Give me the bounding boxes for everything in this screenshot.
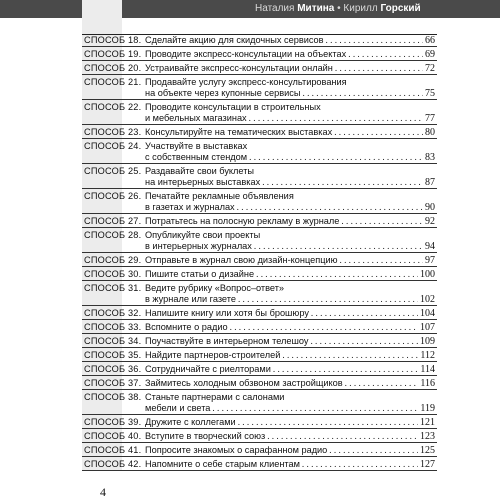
toc-entry-page: 97 bbox=[425, 255, 435, 266]
toc-entry bbox=[82, 267, 437, 281]
toc-entry-page: 119 bbox=[420, 402, 435, 414]
toc-entry bbox=[82, 281, 437, 306]
toc-entry-page: 90 bbox=[425, 201, 435, 213]
toc-entry-title: Напишите книгу или хотя бы брошюру bbox=[145, 308, 309, 318]
toc-entry bbox=[82, 390, 437, 415]
toc-entry-label: СПОСОБ 25. bbox=[84, 166, 142, 176]
toc-entry-label: СПОСОБ 35. bbox=[84, 350, 142, 360]
toc-entry-page: 77 bbox=[425, 112, 435, 124]
toc-entry-page: 66 bbox=[425, 35, 435, 46]
toc-entry bbox=[82, 61, 437, 75]
toc-entry-title-continued: в газетах и журналах bbox=[145, 201, 235, 212]
toc-entry-page: 87 bbox=[425, 176, 435, 188]
toc-entry-page: 83 bbox=[425, 151, 435, 163]
toc-entry bbox=[82, 33, 437, 47]
toc-entry bbox=[82, 125, 437, 139]
toc-entry-title: Вступите в творческий союз bbox=[145, 431, 266, 441]
toc-entry-page: 114 bbox=[420, 364, 435, 375]
toc-entry-title: Устраивайте экспресс-консультации онлайн bbox=[145, 63, 333, 73]
toc-entry-title-continued: на объекте через купонные сервисы bbox=[145, 87, 301, 98]
dot-leader bbox=[302, 88, 423, 99]
toc-entry bbox=[82, 320, 437, 334]
toc-entry bbox=[82, 75, 437, 100]
toc-entry bbox=[82, 139, 437, 164]
dot-leader bbox=[335, 63, 423, 74]
table-of-contents bbox=[82, 33, 437, 471]
toc-entry-title: Пишите статьи о дизайне bbox=[145, 269, 255, 279]
toc-entry-title: Дружите с коллегами bbox=[145, 417, 236, 427]
toc-entry bbox=[82, 214, 437, 228]
toc-entry-page: 100 bbox=[420, 269, 435, 280]
toc-entry-page: 104 bbox=[420, 308, 435, 319]
toc-entry bbox=[82, 362, 437, 376]
toc-entry-page: 121 bbox=[420, 417, 435, 428]
toc-entry-label: СПОСОБ 36. bbox=[84, 364, 142, 374]
dot-leader bbox=[230, 322, 418, 333]
toc-entry-label: СПОСОБ 22. bbox=[84, 102, 142, 112]
toc-entry bbox=[82, 348, 437, 362]
toc-entry-title: Проводите консультации в строительных bbox=[145, 102, 321, 112]
toc-entry-title: Участвуйте в выставках bbox=[145, 141, 248, 151]
toc-entry-title-continued: в интерьерных журналах bbox=[145, 240, 252, 251]
toc-entry-title-continued: на интерьерных выставках bbox=[145, 176, 261, 187]
toc-entry-label: СПОСОБ 32. bbox=[84, 308, 142, 318]
toc-entry-label: СПОСОБ 20. bbox=[84, 63, 142, 73]
toc-entry-title: Печатайте рекламные объявления bbox=[145, 191, 294, 201]
toc-entry-title: Ведите рубрику «Вопрос–ответ» bbox=[145, 283, 285, 293]
toc-entry bbox=[82, 164, 437, 189]
toc-entry bbox=[82, 457, 437, 471]
dot-leader bbox=[302, 459, 418, 470]
toc-entry bbox=[82, 189, 437, 214]
toc-entry-page: 75 bbox=[425, 87, 435, 99]
dot-leader bbox=[256, 269, 418, 280]
toc-entry-title: Попросите знакомых о сарафанном радио bbox=[145, 445, 328, 455]
toc-entry-label: СПОСОБ 28. bbox=[84, 230, 142, 240]
toc-entry-label: СПОСОБ 27. bbox=[84, 216, 142, 226]
dot-leader bbox=[310, 336, 418, 347]
dot-leader bbox=[267, 431, 418, 442]
dot-leader bbox=[282, 350, 418, 361]
toc-entry-page: 102 bbox=[420, 293, 435, 305]
toc-entry-title-continued: с собственным стендом bbox=[145, 151, 248, 162]
dot-leader bbox=[339, 255, 423, 266]
toc-entry-label: СПОСОБ 29. bbox=[84, 255, 142, 265]
toc-entry-label: СПОСОБ 41. bbox=[84, 445, 142, 455]
toc-entry-page: 69 bbox=[425, 49, 435, 60]
toc-entry-title: Сделайте акцию для скидочных сервисов bbox=[145, 35, 324, 45]
dot-leader bbox=[311, 308, 418, 319]
toc-entry-title: Потратьтесь на полосную рекламу в журнале bbox=[145, 216, 340, 226]
dot-leader bbox=[326, 35, 423, 46]
dot-leader bbox=[237, 202, 423, 213]
toc-entry-title-continued: и мебельных магазинах bbox=[145, 112, 247, 123]
toc-entry-label: СПОСОБ 39. bbox=[84, 417, 142, 427]
toc-entry bbox=[82, 376, 437, 390]
dot-leader bbox=[334, 127, 423, 138]
toc-entry-page: 109 bbox=[420, 336, 435, 347]
dot-leader bbox=[262, 177, 423, 188]
author-separator: • bbox=[337, 3, 341, 14]
toc-entry-label: СПОСОБ 38. bbox=[84, 392, 142, 402]
dot-leader bbox=[238, 294, 418, 305]
toc-entry bbox=[82, 47, 437, 61]
dot-leader bbox=[238, 417, 418, 428]
toc-entry-page: 107 bbox=[420, 322, 435, 333]
header-authors bbox=[255, 3, 421, 14]
toc-entry-title: Консультируйте на тематических выставках bbox=[145, 127, 333, 137]
toc-entry bbox=[82, 334, 437, 348]
toc-entry-label: СПОСОБ 30. bbox=[84, 269, 142, 279]
toc-entry-label: СПОСОБ 26. bbox=[84, 191, 142, 201]
toc-entry-page: 123 bbox=[420, 431, 435, 442]
toc-entry bbox=[82, 415, 437, 429]
toc-entry-title: Проводите экспресс-консультации на объектах bbox=[145, 49, 347, 59]
toc-entry-title: Опубликуйте свои проекты bbox=[145, 230, 261, 240]
dot-leader bbox=[348, 49, 423, 60]
toc-entry-title-continued: в журнале или газете bbox=[145, 293, 236, 304]
toc-entry bbox=[82, 228, 437, 253]
toc-entry-label: СПОСОБ 33. bbox=[84, 322, 142, 332]
toc-entry-label: СПОСОБ 18. bbox=[84, 35, 142, 45]
toc-entry-title: Найдите партнеров-строителей bbox=[145, 350, 281, 360]
toc-entry-title-continued: мебели и света bbox=[145, 402, 211, 413]
toc-entry-page: 127 bbox=[420, 459, 435, 470]
page-number: 4 bbox=[100, 485, 106, 499]
toc-entry-label: СПОСОБ 42. bbox=[84, 459, 142, 469]
toc-entry-page: 72 bbox=[425, 63, 435, 74]
toc-entry bbox=[82, 443, 437, 457]
running-header bbox=[0, 0, 500, 18]
toc-entry-label: СПОСОБ 24. bbox=[84, 141, 142, 151]
dot-leader bbox=[254, 241, 423, 252]
author2-first-name: Кирилл bbox=[343, 3, 378, 14]
toc-entry bbox=[82, 306, 437, 320]
toc-entry-label: СПОСОБ 40. bbox=[84, 431, 142, 441]
toc-entry-label: СПОСОБ 21. bbox=[84, 77, 142, 87]
toc-entry-title: Займитесь холодным обзвоном застройщиков bbox=[145, 378, 343, 388]
dot-leader bbox=[249, 113, 423, 124]
dot-leader bbox=[273, 364, 419, 375]
toc-entry-label: СПОСОБ 19. bbox=[84, 49, 142, 59]
toc-entry-page: 125 bbox=[420, 445, 435, 456]
author2-last-name: Горский bbox=[380, 3, 421, 14]
toc-entry-page: 94 bbox=[425, 240, 435, 252]
dot-leader bbox=[249, 152, 423, 163]
toc-entry bbox=[82, 100, 437, 125]
toc-entry-label: СПОСОБ 34. bbox=[84, 336, 142, 346]
author1-last-name: Митина bbox=[297, 3, 335, 14]
toc-entry bbox=[82, 253, 437, 267]
dot-leader bbox=[345, 378, 419, 389]
author1-first-name: Наталия bbox=[255, 3, 295, 14]
toc-entry bbox=[82, 429, 437, 443]
toc-entry-label: СПОСОБ 23. bbox=[84, 127, 142, 137]
toc-entry-label: СПОСОБ 31. bbox=[84, 283, 142, 293]
toc-entry-page: 112 bbox=[420, 350, 435, 361]
toc-entry-page: 116 bbox=[420, 378, 435, 389]
toc-entry-title: Отправьте в журнал свою дизайн-концепцию bbox=[145, 255, 338, 265]
toc-entry-title: Раздавайте свои буклеты bbox=[145, 166, 255, 176]
dot-leader bbox=[341, 216, 423, 227]
toc-entry-title: Напомните о себе старым клиентам bbox=[145, 459, 300, 469]
toc-entry-page: 92 bbox=[425, 216, 435, 227]
toc-entry-page: 80 bbox=[425, 127, 435, 138]
toc-entry-title: Продавайте услугу экспресс-консультирования bbox=[145, 77, 347, 87]
toc-entry-title: Вспомните о радио bbox=[145, 322, 228, 332]
dot-leader bbox=[212, 403, 418, 414]
toc-entry-title: Станьте партнерами с салонами bbox=[145, 392, 285, 402]
toc-entry-title: Сотрудничайте с риелторами bbox=[145, 364, 271, 374]
toc-entry-title: Поучаствуйте в интерьерном телешоу bbox=[145, 336, 309, 346]
dot-leader bbox=[329, 445, 418, 456]
toc-entry-label: СПОСОБ 37. bbox=[84, 378, 142, 388]
